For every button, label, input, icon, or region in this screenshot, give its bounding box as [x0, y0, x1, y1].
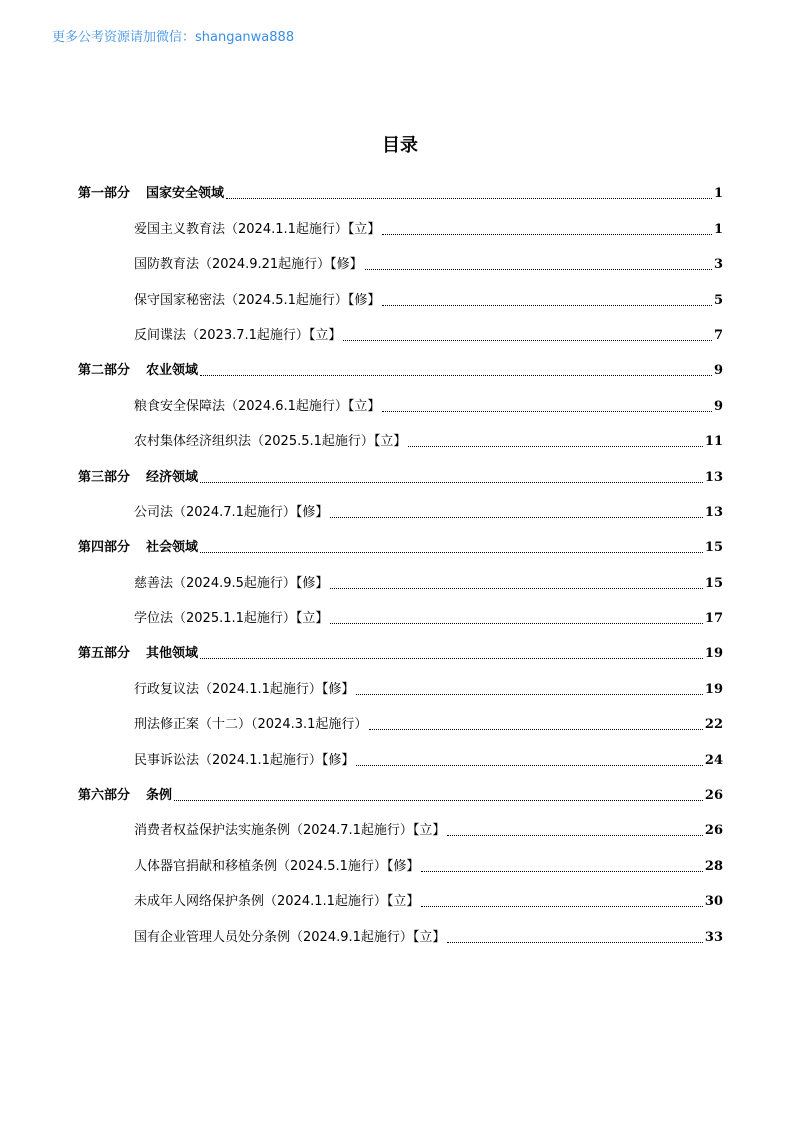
part-title: 经济领域	[146, 469, 199, 485]
toc-law-row[interactable]	[78, 486, 723, 521]
toc-law-row[interactable]	[78, 309, 723, 344]
page-number: 5	[713, 292, 723, 308]
law-title: 公司法（2024.7.1起施行）【修】	[134, 504, 329, 520]
page-number: 33	[704, 929, 723, 945]
dot-leader	[330, 622, 703, 624]
part-number: 第三部分	[78, 469, 131, 485]
dot-leader	[447, 834, 703, 836]
toc-part-row[interactable]	[78, 769, 723, 804]
law-title: 国有企业管理人员处分条例（2024.9.1起施行）【立】	[134, 929, 446, 945]
page-number: 19	[704, 646, 723, 662]
toc-law-row[interactable]	[78, 910, 723, 945]
page-number: 1	[713, 221, 723, 237]
toc-law-row[interactable]	[78, 556, 723, 591]
law-title: 学位法（2025.1.1起施行）【立】	[134, 611, 329, 627]
toc-law-row[interactable]	[78, 273, 723, 308]
toc-part-row[interactable]	[78, 344, 723, 379]
toc-law-row[interactable]	[78, 698, 723, 733]
part-number: 第一部分	[78, 186, 131, 202]
page-number: 9	[713, 398, 723, 414]
dot-leader	[200, 551, 703, 553]
page-number: 11	[704, 434, 723, 450]
toc-part-row[interactable]	[78, 521, 723, 556]
dot-leader	[174, 799, 703, 801]
law-title: 民事诉讼法（2024.1.1起施行）【修】	[134, 752, 355, 768]
toc-law-row[interactable]	[78, 875, 723, 910]
toc-part-row[interactable]	[78, 627, 723, 662]
page-number: 7	[713, 327, 723, 343]
toc-law-row[interactable]	[78, 733, 723, 768]
page-number: 28	[704, 858, 723, 874]
page-number: 22	[704, 717, 723, 733]
dot-leader	[330, 516, 703, 518]
page-number: 13	[704, 469, 723, 485]
toc-part-row[interactable]	[78, 450, 723, 485]
dot-leader	[330, 587, 703, 589]
page-number: 13	[704, 504, 723, 520]
law-title: 反间谍法（2023.7.1起施行）【立】	[134, 327, 342, 343]
dot-leader	[408, 445, 703, 447]
dot-leader	[226, 197, 712, 199]
law-title: 粮食安全保障法（2024.6.1起施行）【立】	[134, 398, 381, 414]
part-title: 国家安全领域	[146, 186, 225, 202]
part-title: 条例	[146, 788, 173, 804]
dot-leader	[365, 268, 712, 270]
law-title: 消费者权益保护法实施条例（2024.7.1起施行）【立】	[134, 823, 446, 839]
page-number: 19	[704, 681, 723, 697]
page-number: 17	[704, 611, 723, 627]
dot-leader	[447, 941, 703, 943]
part-number: 第五部分	[78, 646, 131, 662]
law-title: 国防教育法（2024.9.21起施行）【修】	[134, 257, 363, 273]
dot-leader	[356, 693, 703, 695]
page-number: 15	[704, 575, 723, 591]
table-of-contents	[78, 167, 723, 946]
dot-leader	[343, 339, 712, 341]
law-title: 农村集体经济组织法（2025.5.1起施行）【立】	[134, 434, 407, 450]
page-number: 3	[713, 257, 723, 273]
dot-leader	[200, 657, 703, 659]
toc-title: 目录	[382, 135, 418, 156]
law-title: 慈善法（2024.9.5起施行）【修】	[134, 575, 329, 591]
toc-law-row[interactable]	[78, 202, 723, 237]
toc-law-row[interactable]	[78, 804, 723, 839]
law-title: 刑法修正案（十二）（2024.3.1起施行）	[134, 717, 368, 733]
toc-law-row[interactable]	[78, 379, 723, 414]
dot-leader	[356, 764, 703, 766]
part-number: 第二部分	[78, 363, 131, 379]
part-title: 社会领域	[146, 540, 199, 556]
page-number: 26	[704, 823, 723, 839]
dot-leader	[421, 870, 703, 872]
law-title: 保守国家秘密法（2024.5.1起施行）【修】	[134, 292, 381, 308]
dot-leader	[382, 410, 712, 412]
page-number: 9	[713, 363, 723, 379]
law-title: 未成年人网络保护条例（2024.1.1起施行）【立】	[134, 894, 420, 910]
toc-law-row[interactable]	[78, 415, 723, 450]
dot-leader	[200, 374, 712, 376]
page-number: 15	[704, 540, 723, 556]
page-number: 26	[704, 788, 723, 804]
law-title: 人体器官捐献和移植条例（2024.5.1施行）【修】	[134, 858, 420, 874]
part-number: 第六部分	[78, 788, 131, 804]
part-title: 农业领域	[146, 363, 199, 379]
dot-leader	[369, 728, 703, 730]
page-number: 24	[704, 752, 723, 768]
law-title: 行政复议法（2024.1.1起施行）【修】	[134, 681, 355, 697]
dot-leader	[200, 481, 703, 483]
part-title: 其他领域	[146, 646, 199, 662]
toc-law-row[interactable]	[78, 839, 723, 874]
law-title: 爱国主义教育法（2024.1.1起施行）【立】	[134, 221, 381, 237]
dot-leader	[382, 304, 712, 306]
toc-law-row[interactable]	[78, 238, 723, 273]
part-number: 第四部分	[78, 540, 131, 556]
page-number: 30	[704, 894, 723, 910]
toc-law-row[interactable]	[78, 662, 723, 697]
dot-leader	[421, 905, 703, 907]
watermark-text: 更多公考资源请加微信：shanganwa888	[52, 30, 295, 45]
page-number: 1	[713, 186, 723, 202]
dot-leader	[382, 233, 712, 235]
toc-law-row[interactable]	[78, 592, 723, 627]
toc-part-row[interactable]	[78, 167, 723, 202]
